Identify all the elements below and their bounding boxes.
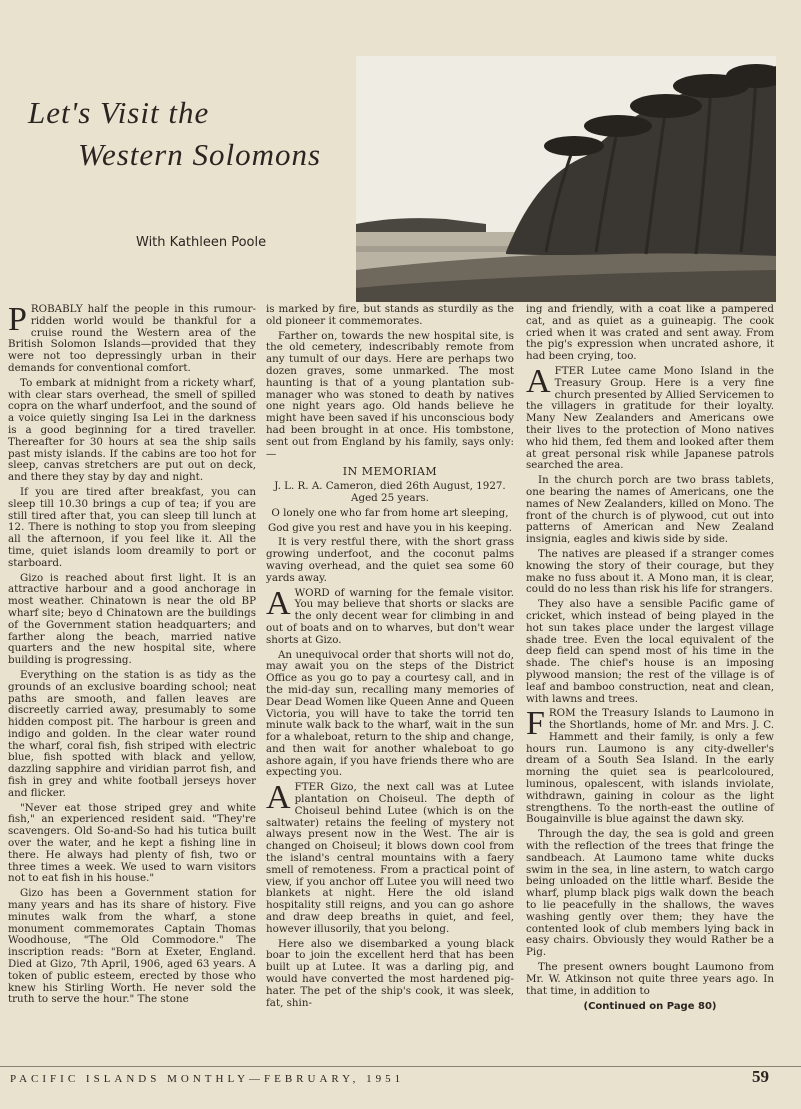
- byline: With Kathleen Poole: [136, 235, 267, 250]
- drop-cap: F: [526, 705, 545, 743]
- paragraph: To embark at midnight from a rickety wharf, with clear stars overhead, the smell of spilled copra on the wharf underfoot, and the sound of a voice quietly singing Isa Lei in the darkness is a good beginning for a tired traveller. Thereafter for 30 hours at sea the ship sails past misty islands. If the cabins are too hot for sleep, canvas stretchers are put out on deck, and there they stay by day and night.: [8, 376, 256, 484]
- paragraph: Through the day, the sea is gold and green with the reflection of the trees that fringe the sandbeach. At Laumono tame white ducks swim in the sea, in line astern, to watch cargo being unloaded on the little wharf. Beside the wharf, plump black pigs walk down the beach to lie peacefully in the shallows, the waves washing gently over them; they have the contented look of club members lying back in easy chairs. Obviously they would Rather be a Pig.: [526, 828, 774, 959]
- paragraph: They also have a sensible Pacific game of cricket, which instead of being played in the hot sun takes place under the largest village shade tree. Even the local equivalent of the deep field can spend most of his time in the shade. The chief's house is an imposing plywood mansion; the rest of the village is of leaf and bamboo construction, neat and clean, with lawns and trees.: [526, 598, 774, 705]
- paragraph: ing and friendly, with a coat like a pampered cat, and as quiet as a guineapig. The cook cried when it was crated and sent away. From the pig's expression when uncrated ashore, it had been crying, too.: [526, 303, 774, 363]
- memoriam-verse-2: God give you rest and have you in his keeping.: [268, 521, 512, 534]
- column-2: [266, 304, 514, 1012]
- paragraph: In the church porch are two brass tablets, one bearing the names of Americans, one the names of New Zealanders, killed on Mono. The front of the church is of plywood, cut out into patterns of American and New Zealand insignia, eagles and kiwis side by side.: [526, 474, 774, 546]
- beach-palm-photo: [356, 56, 776, 302]
- paragraph: is marked by fire, but stands as sturdily as the old pioneer it commemorates.: [266, 303, 514, 327]
- paragraph: FROM the Treasury Islands to Laumono in the Shortlands, home of Mr. and Mrs. J. C. Hammett and their family, is only a few hours run. Laumono is any city-dweller's dream of a South Sea Island. In the early morning the quiet sea is pearlcoloured, luminous, opalescent, with islands inviolate, withdrawn, gaining in colour as the light strengthens. To the north-east the outline of Bougainville is blue against the dawn sky.: [526, 705, 774, 826]
- paragraph: AFTER Lutee came Mono Island in the Treasury Group. Here is a very fine church presented by Allied Servicemen to the villagers in gratitude for their loyalty. Many New Zealanders and Americans owe their lives to the protection of Mono natives who hid them, fed them and looked after them at great personal risk while Japanese patrols searched the area.: [526, 362, 774, 472]
- page-footer: [0, 1066, 801, 1091]
- paragraph: AFTER Gizo, the next call was at Lutee plantation on Choiseul. The depth of Choiseul behind Lutee (which is on the saltwater) retains the feeling of mystery not always present now in the West. The air is changed on Choiseul; it blows down cool from the island's central mountains with a faery smell of remoteness. From a practical point of view, if you anchor off Lutee you will need two blankets at night. Here the old island hospitality still reigns, and you can go ashore and draw deep breaths in quiet, and feel, however illusorily, that you belong.: [266, 779, 514, 935]
- drop-cap: A: [526, 362, 551, 400]
- memoriam-inscription: J. L. R. A. Cameron, died 26th August, 1927. Aged 25 years.: [274, 480, 506, 504]
- paragraph: If you are tired after breakfast, you can sleep till 10.30 brings a cup of tea; if you are still tired after that, you can sleep till lunch at 12. There is nothing to stop you from sleeping all the afternoon, if you feel like it. All the time, quiet islands loom dreamily to port or starboard.: [8, 485, 256, 569]
- paragraph: PROBABLY half the people in this rumour-ridden world would be thankful for a cruise round the Western area of the British Solomon Islands—provided that they were not too depressingly urban in their demands for conventional comfort.: [8, 301, 256, 374]
- paragraph: The natives are pleased if a stranger comes knowing the story of their courage, but they make no fuss about it. A Mono man, it is clear, could do no less than risk his life for strangers.: [526, 547, 774, 596]
- paragraph: Gizo is reached about first light. It is an attractive harbour and a good anchorage in most weather. Chinatown is near the old BP wharf site; beyo d Chinatown are the buildings of the Government station headquarters; and farther along the beach, married native quarters and the new hospital site, where building is progressing.: [8, 571, 256, 667]
- title-line-2: Western Solomons: [78, 137, 322, 172]
- article-title: [20, 92, 370, 176]
- column-3: [526, 304, 774, 1013]
- memoriam-verse-1: O lonely one who far from home art sleeping,: [271, 506, 509, 519]
- paragraph: It is very restful there, with the short grass growing underfoot, and the coconut palms waving overhead, and the quiet sea some 60 yards away.: [266, 536, 514, 584]
- title-line-1: Let's Visit the: [28, 95, 210, 130]
- paragraph: AWORD of warning for the female visitor. You may believe that shorts or slacks are the only decent wear for climbing in and out of boats and on to wharves, but don't wear shorts at Gizo.: [266, 584, 514, 646]
- column-1: [8, 301, 256, 1009]
- drop-cap: A: [266, 779, 291, 817]
- memoriam-heading: IN MEMORIAM: [342, 465, 438, 479]
- continued-note: (Continued on Page 80): [583, 1001, 717, 1013]
- paragraph: Everything on the station is as tidy as the grounds of an exclusive boarding school; neat paths are smooth, and fallen leaves are discreetly carried away, presumably to some hidden compost pit. The harbour is green and indigo and golden. In the clear water round the wharf, coral fish, fish striped with electric blue, fish spotted with black and yellow, dazzling sapphire and viridian parrot fish, and fish in grey and white football jerseys hover and flicker.: [8, 668, 256, 799]
- drop-cap: A: [266, 584, 291, 622]
- paragraph: "Never eat those striped grey and white fish," an experienced resident said. "They're scavengers. Old So-and-So had his tutica built over the water, and he kept a fishing line in there. He always had plenty of fish, two or three times a week. We used to warn visitors not to eat fish in his house.": [8, 801, 256, 885]
- paragraph: The present owners bought Laumono from Mr. W. Atkinson not quite three years ago. In that time, in addition to: [526, 961, 774, 997]
- page-number: 59: [752, 1067, 769, 1086]
- drop-cap: P: [8, 301, 27, 338]
- paragraph: Farther on, towards the new hospital site, is the old cemetery, indescribably remote from any tumult of our days. Here are perhaps two dozen graves, some unmarked. The most haunting is that of a young plantation sub-manager who was stoned to death by natives one night years ago. Old hands believe he might have been saved if his unconscious body had been brought in at once. His tombstone, sent out from England by his family, says only:—: [266, 329, 514, 460]
- magazine-running-head: PACIFIC ISLANDS MONTHLY—FEBRUARY, 1951: [10, 1073, 405, 1085]
- paragraph: An unequivocal order that shorts will not do, may await you on the steps of the District Office as you go to pay a courtesy call, and in the mid-day sun, recalling many memories of Dear Dead Women like Queen Anne and Queen Victoria, you will have to take the torrid ten minute walk back to the wharf, wait in the sun for a whaleboat, return to the ship and change, and then wait for another whaleboat to go ashore again, if you have friends there who are expecting you.: [266, 648, 514, 779]
- paragraph: Here also we disembarked a young black boar to join the excellent herd that has been built up at Lutee. It was a darling pig, and would have converted the most hardened pig-hater. The pet of the ship's cook, it was sleek, fat, shin-: [266, 937, 514, 1009]
- paragraph: Gizo has been a Government station for many years and has its share of history. Five minutes walk from the wharf, a stone monument commemorates Captain Thomas Woodhouse, "The Old Commodore." The inscription reads: "Born at Exeter, England. Died at Gizo, 7th April, 1906, aged 63 years. A token of public esteem, erected by those who knew his Stirling Worth. He never sold the truth to serve the hour." The stone: [8, 887, 256, 1006]
